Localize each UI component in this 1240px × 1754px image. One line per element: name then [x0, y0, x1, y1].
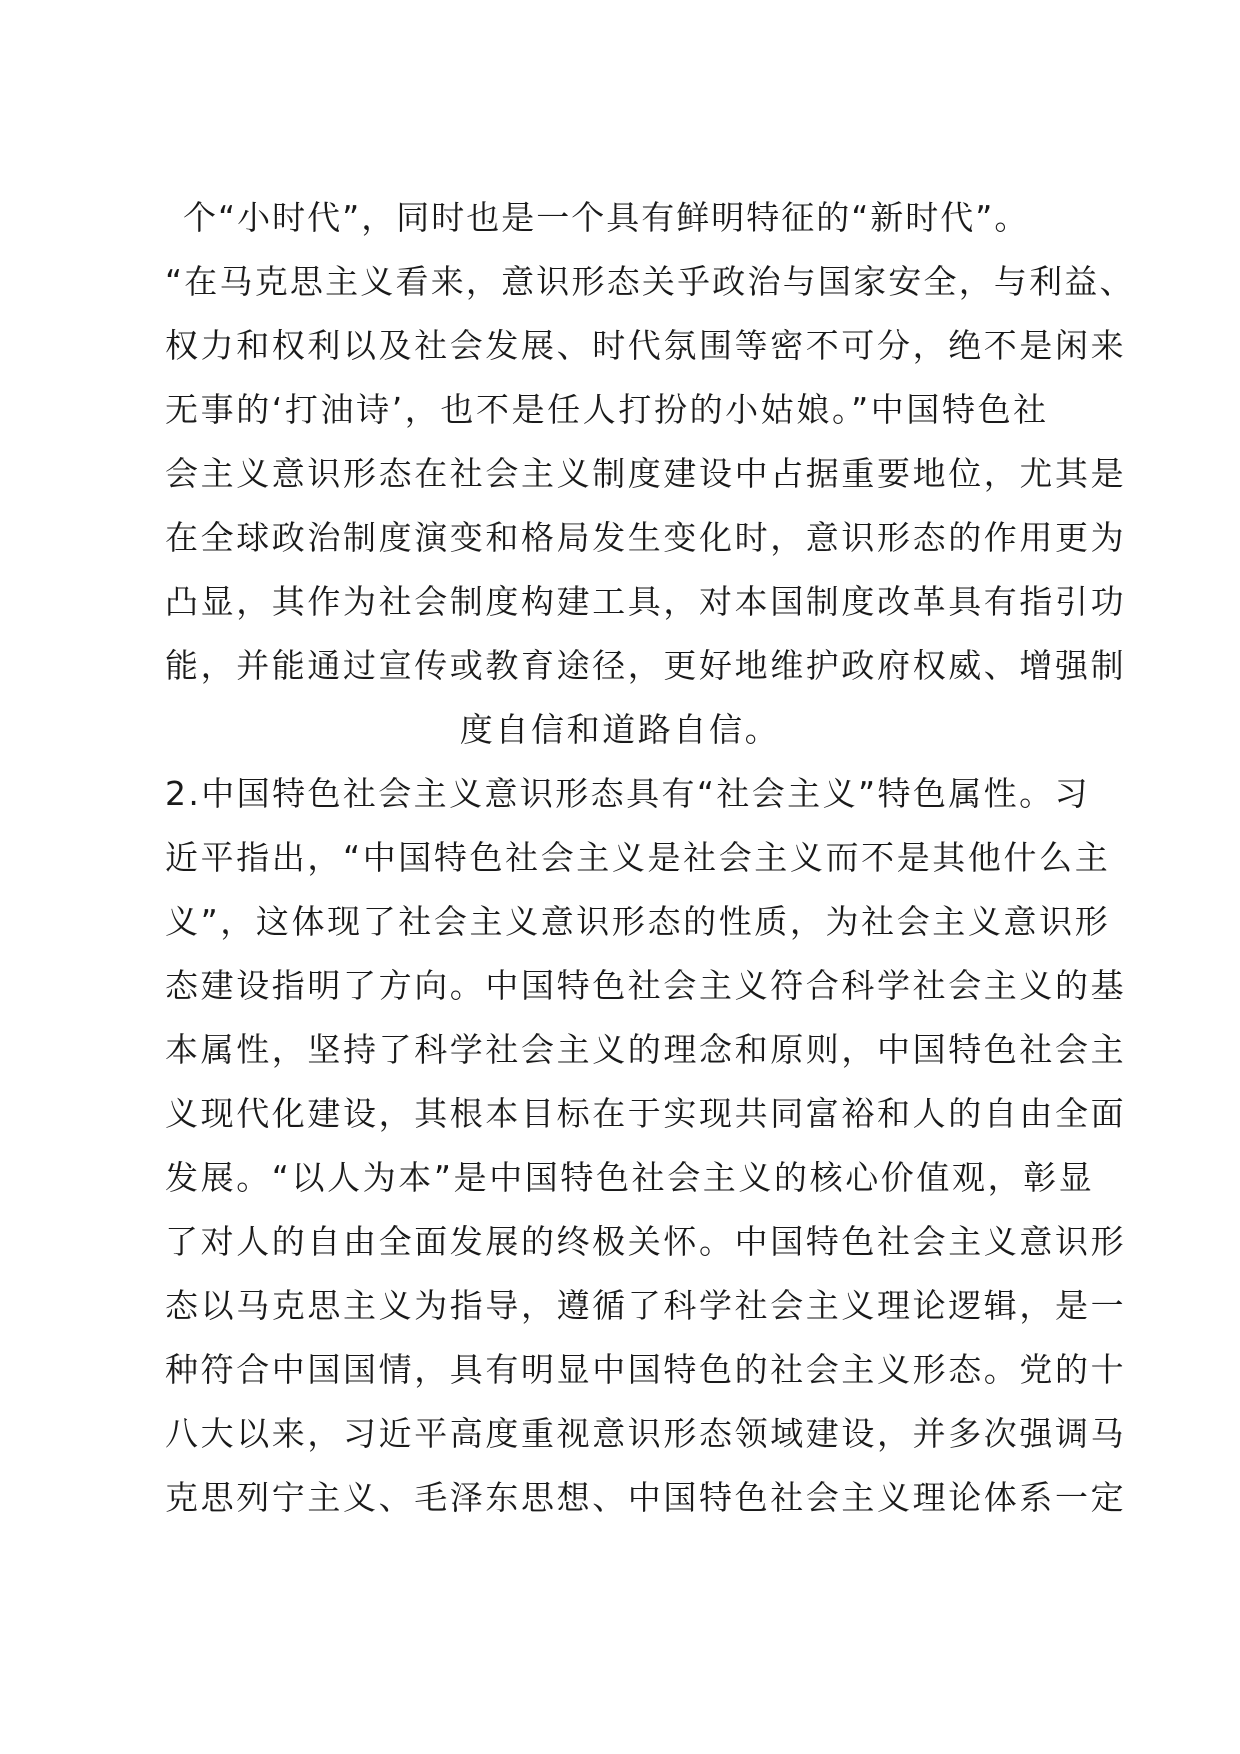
text-line: 了对人的自由全面发展的终极关怀。中国特色社会主义意识形	[165, 1222, 1127, 1261]
text-line: 态以马克思主义为指导，遵循了科学社会主义理论逻辑，是一	[165, 1286, 1127, 1325]
text-line: 种符合中国国情，具有明显中国特色的社会主义形态。党的十	[165, 1350, 1127, 1389]
text-line: 发展。“以人为本”是中国特色社会主义的核心价值观，彰显	[165, 1158, 1095, 1197]
text-line: 近平指出，“中国特色社会主义是社会主义而不是其他什么主	[165, 838, 1111, 877]
text-line: 个“小时代”，同时也是一个具有鲜明特征的“新时代”。	[183, 198, 1030, 237]
text-line: 凸显，其作为社会制度构建工具，对本国制度改革具有指引功	[165, 582, 1127, 621]
text-line: “在马克思主义看来，意识形态关乎政治与国家安全，与利益、	[165, 262, 1135, 301]
text-line: 本属性，坚持了科学社会主义的理念和原则，中国特色社会主	[165, 1030, 1127, 1069]
text-line: 义现代化建设，其根本目标在于实现共同富裕和人的自由全面	[165, 1094, 1127, 1133]
text-line: 克思列宁主义、毛泽东思想、中国特色社会主义理论体系一定	[165, 1478, 1127, 1517]
section-heading-line: 2.中国特色社会主义意识形态具有“社会主义”特色属性。习	[165, 774, 1090, 813]
text-line: 态建设指明了方向。中国特色社会主义符合科学社会主义的基	[165, 966, 1127, 1005]
text-line: 在全球政治制度演变和格局发生变化时，意识形态的作用更为	[165, 518, 1127, 557]
text-line-centered: 度自信和道路自信。	[459, 710, 781, 749]
text-line: 义”，这体现了社会主义意识形态的性质，为社会主义意识形	[165, 902, 1111, 941]
text-line: 八大以来，习近平高度重视意识形态领域建设，并多次强调马	[165, 1414, 1127, 1453]
text-line: 无事的‘打油诗’，也不是任人打扮的小姑娘。”中国特色社	[165, 390, 1049, 429]
text-line: 权力和权利以及社会发展、时代氛围等密不可分，绝不是闲来	[165, 326, 1127, 365]
text-line: 能，并能通过宣传或教育途径，更好地维护政府权威、增强制	[165, 646, 1127, 685]
text-line: 会主义意识形态在社会主义制度建设中占据重要地位，尤其是	[165, 454, 1127, 493]
